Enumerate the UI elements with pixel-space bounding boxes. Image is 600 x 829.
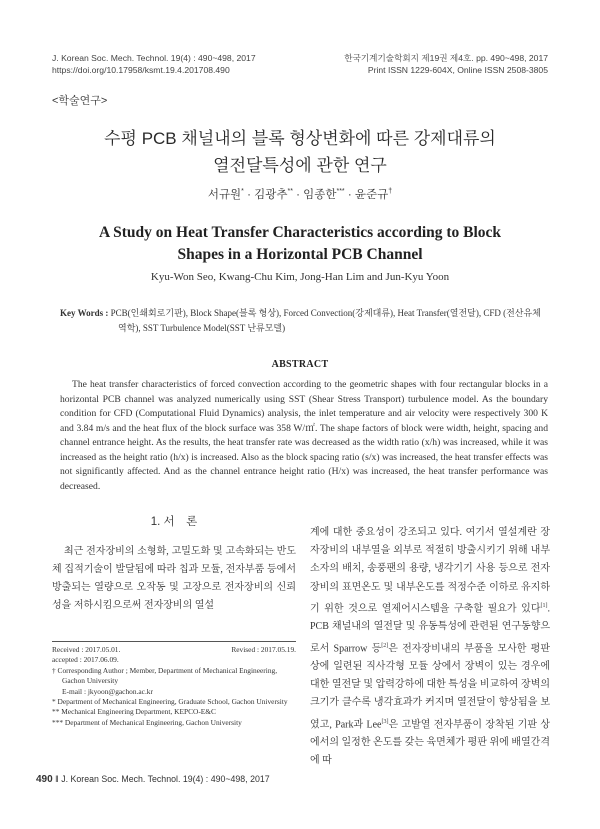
author-3-ko: 임종한	[303, 189, 337, 201]
intro-text-a: 계에 대한 중요성이 강조되고 있다. 여기서 열설계란 장자장비의 내부열을 외부로 적절히 방출시키기 위해 내부소자의 배치, 송풍팬의 용량, 냉각기기 사용 등으로 전자장비의 표면온도 및 내부온도를 적정수준 이하로 유지하기 위한 것으로 열제어시스템을 구축할 필요가 있다	[310, 527, 550, 615]
author-1-mark: *	[241, 188, 244, 196]
page-footer	[36, 774, 270, 785]
corresponding-author: † Corresponding Author ; Member, Department of Mechanical Engineering, Gachon University	[52, 665, 278, 686]
author-4-ko: 윤준규	[354, 189, 389, 201]
doi-link[interactable]: https://doi.org/10.17958/ksmt.19.4.201708.490	[52, 65, 230, 75]
author-separator: ·	[344, 189, 355, 201]
keywords-label: Key Words :	[60, 308, 109, 318]
author-2-mark: **	[287, 188, 293, 196]
korean-title	[52, 125, 548, 179]
right-column	[310, 524, 550, 771]
footer-citation: J. Korean Soc. Mech. Technol. 19(4) : 490~498, 2017	[61, 774, 270, 784]
footnotes	[52, 645, 296, 728]
affiliation-3: *** Department of Mechanical Engineering, Gachon University	[52, 717, 242, 727]
page-number: 490	[36, 774, 53, 785]
english-title-line-2: Shapes in a Horizontal PCB Channel	[177, 246, 423, 263]
intro-text-d: 은 고발열 전자부품이 장착된 기판 상에서의 일정한 온도를 갖는 육면체가 평판 위에 배열간격에 따	[310, 719, 550, 767]
intro-paragraph-left: 최근 전자장비의 소형화, 고밀도화 및 고속화되는 반도체 집적기술이 발달됨에 따라 칩과 모듈, 전자부품 등에서 방출되는 열량으로 오작동 및 고장으로 전자장비의 신뢰성을 저하시킴으로써 전자장비의 열설	[52, 546, 296, 611]
reference-3[interactable]: [3]	[381, 718, 389, 725]
accepted-date: accepted : 2017.06.09.	[52, 655, 119, 665]
abstract-text: The heat transfer characteristics of forced convection according to the geometric shapes with four rectangular blocks in a horizontal PCB channel was analyzed numerically using SST (Shear Stress Transport) turbulence model. As the boundary condition for CFD (Computational Fluid Dynamics) analysis, the inlet temperature and air velocity were respectively 300 K and 3.84 m/s and the heat flux of the block surface was 358 W/㎡. The shape factors of block were width, height, spacing and channel entrance height. As the results, the heat transfer rate was decreased as the width ratio (x/h) was increased, while it was increased as the height ratio (h/x) is increased. Also as the block spacing ratio (s/x) was increased, the heat transfer effects was not significantly affected. And as the channel entrance height ratio (H/x) was increased, the heat transfer performance was decreased.	[60, 379, 548, 492]
abstract-heading: ABSTRACT	[271, 359, 329, 370]
english-title	[60, 222, 540, 266]
reference-1[interactable]: [1]	[540, 602, 548, 609]
journal-citation: J. Korean Soc. Mech. Technol. 19(4) : 490~498, 2017	[52, 53, 256, 63]
left-column	[52, 513, 296, 615]
author-4-mark: †	[388, 188, 393, 196]
issn-info: Print ISSN 1229-604X, Online ISSN 2508-3805	[367, 65, 548, 75]
footer-separator: ‖	[55, 774, 59, 784]
korean-authors	[52, 186, 548, 202]
author-2-ko: 김광추	[254, 189, 288, 201]
footnote-divider	[52, 641, 296, 642]
english-authors: Kyu-Won Seo, Kwang-Chu Kim, Jong-Han Lim and Jun-Kyu Yoon	[150, 271, 450, 283]
author-3-mark: ***	[336, 188, 345, 196]
section-1-heading: 1. 서 론	[150, 516, 198, 528]
author-1-ko: 서규원	[207, 189, 242, 201]
affiliation-1: * Department of Mechanical Engineering, Graduate School, Gachon University	[52, 697, 288, 707]
intro-text-b: . PCB 채널내의 열전달 및 유동특성에 관련된 연구동향으로서 Sparrow 등	[310, 603, 550, 654]
running-header-right	[344, 52, 548, 76]
corresponding-email[interactable]: E-mail : jkyoon@gachon.ac.kr	[62, 686, 153, 696]
english-title-line-1: A Study on Heat Transfer Characteristics according to Block	[98, 224, 502, 241]
korean-title-line-1: 수평 PCB 채널내의 블록 형상변화에 따른 강제대류의	[104, 129, 496, 148]
received-date: Received : 2017.05.01.	[52, 645, 121, 654]
keywords-block	[60, 306, 548, 336]
reference-2[interactable]: [2]	[381, 642, 389, 649]
keywords-text: PCB(인쇄회로기판), Block Shape(블록 형상), Forced Convection(강제대류), Heat Transfer(열전달), CFD (전산유체역학), SST Turbulence Model(SST 난류모델)	[110, 308, 541, 333]
journal-citation-korean: 한국기계기술학회지 제19권 제4호. pp. 490~498, 2017	[344, 53, 548, 63]
running-header-left	[52, 52, 256, 76]
intro-paragraph-right	[310, 524, 550, 771]
affiliation-2: ** Mechanical Engineering Department, KEPCO-E&C	[52, 707, 216, 717]
korean-title-line-2: 열전달특성에 관한 연구	[213, 156, 387, 175]
author-separator: ·	[243, 189, 255, 201]
author-separator: ·	[292, 189, 304, 201]
revised-date: Revised : 2017.05.19.	[231, 645, 296, 654]
intro-text-c: 은 전자장비내의 부품을 모사한 평판 상에 일련된 직사각형 모듈 상에서 장벽이 있는 경우에 대한 열전달 및 압력강하에 대한 특성을 비교하여 장벽의 크기가 클수록 냉각효과가 커지며 열전달이 향상됨을 보였고, Park과 Lee	[310, 642, 550, 731]
article-category: <학술연구>	[52, 95, 108, 107]
